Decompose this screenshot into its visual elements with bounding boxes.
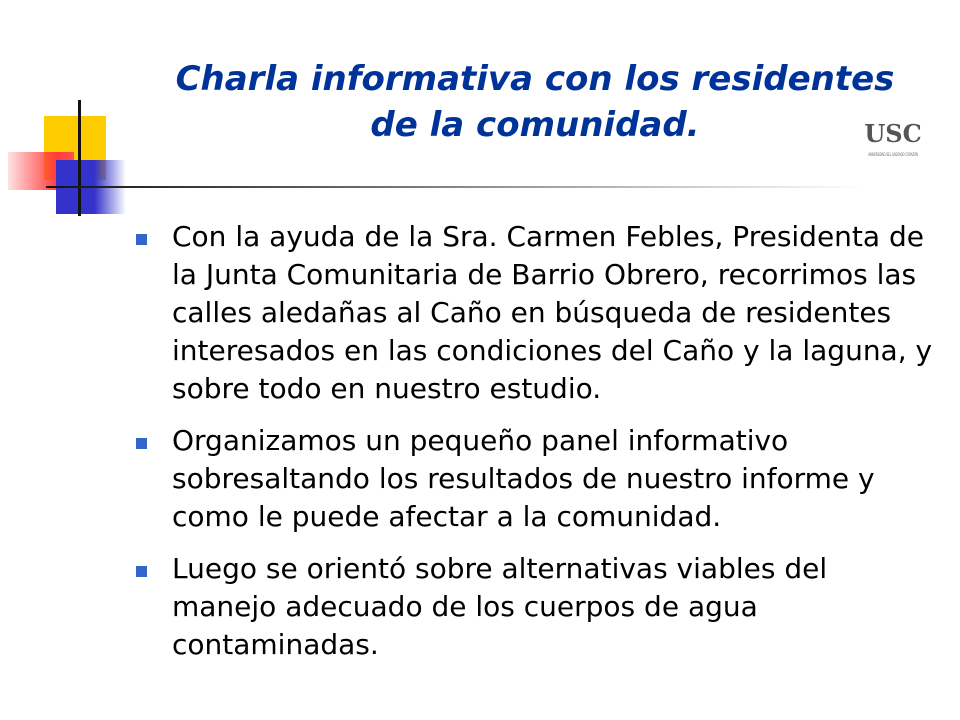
title-line-1: Charla informativa con los residentes (175, 59, 895, 99)
bullet-text: Organizamos un pequeño panel informativo sobresaltando los resultados de nuestro informe y como le puede afectar a la comunidad. (172, 424, 875, 533)
bullet-text: Con la ayuda de la Sra. Carmen Febles, Presidenta de la Junta Comunitaria de Barrio Obrero, recorrimos las calles aledañas al Caño en búsqueda de residentes interesados en las condiciones del Caño y la laguna, y sobre todo en nuestro estudio. (172, 220, 933, 405)
logo-text: USC (864, 119, 922, 148)
bullet-square-icon (136, 438, 147, 449)
bullet-text: Luego se orientó sobre alternativas viables del manejo adecuado de los cuerpos de agua contaminadas. (172, 552, 828, 661)
list-item (134, 218, 934, 408)
usc-university-seal-icon (862, 112, 924, 166)
logo-subtext: UNIVERSIDAD DEL SAGRADO CORAZÓN (868, 152, 918, 157)
title-underline (46, 186, 866, 188)
bullet-list (134, 218, 934, 678)
title-line-2: de la comunidad. (370, 105, 700, 145)
slide-title (130, 56, 940, 148)
bullet-square-icon (136, 566, 147, 577)
list-item (134, 550, 934, 664)
bullet-square-icon (136, 234, 147, 245)
decorative-vertical-line (78, 100, 81, 216)
list-item (134, 422, 934, 536)
